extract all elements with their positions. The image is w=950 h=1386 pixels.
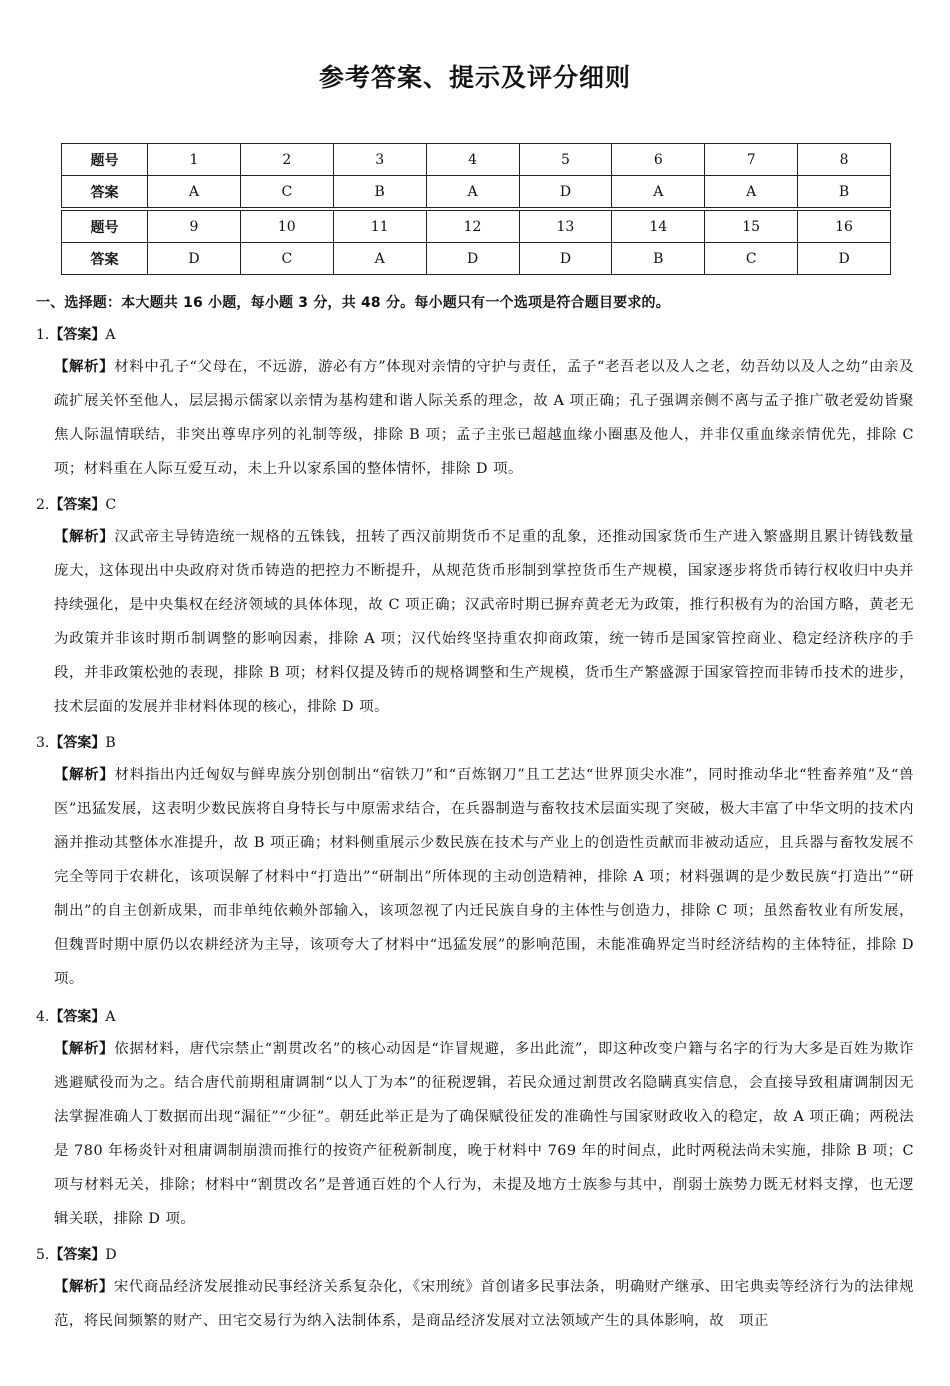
answer-cell: C: [240, 176, 333, 208]
explanation: [54, 1270, 914, 1338]
question-number: 6: [612, 144, 705, 176]
question-number: 3: [333, 144, 426, 176]
page-title: 参考答案、提示及评分细则: [318, 63, 631, 92]
answer-value: A: [105, 1009, 116, 1025]
answer-value: D: [105, 1247, 117, 1263]
question-block: [36, 490, 916, 724]
answer-line: [36, 320, 916, 350]
row-header: 题号: [62, 144, 148, 176]
answer-line: [36, 490, 916, 520]
question-number: 13: [519, 211, 612, 243]
question-number: 11: [333, 211, 426, 243]
question-number: 5.: [36, 1247, 50, 1263]
answer-cell: D: [519, 176, 612, 208]
answer-label: 【答案】: [49, 327, 106, 343]
table-row-numbers: [62, 211, 891, 243]
question-block: [36, 1002, 916, 1236]
answer-cell: B: [798, 176, 891, 208]
answer-cell: D: [426, 243, 519, 275]
answer-cell: C: [705, 243, 798, 275]
answer-value: C: [105, 497, 117, 513]
answer-cell: A: [426, 176, 519, 208]
question-block: [36, 728, 916, 996]
answer-table-2: [61, 210, 891, 275]
question-number: 7: [705, 144, 798, 176]
explanation-label: 【解析】: [54, 359, 115, 375]
explanation-text: 汉武帝主导铸造统一规格的五铢钱，扭转了西汉前期货币不足重的乱象，还推动国家货币生产进入繁盛期且累计铸钱数量庞大，这体现出中央政府对货币铸造的把控力不断提升，从规范货币形制到掌控货币生产规模，国家逐步将货币铸行权收归中央并持续强化，是中央集权在经济领域的具体体现，故 C 项正确；汉武帝时期已摒弃黄老无为政策，推行积极有为的治国方略，黄老无为政策并非该时期币制调整的影响因素，排除 A 项；汉代始终坚持重农抑商政策，统一铸币是国家管控商业、稳定经济秩序的手段，并非政策松弛的表现，排除 B 项；材料仅提及铸币的规格调整和生产规模，货币生产繁盛源于国家管控而非铸币技术的进步，技术层面的发展并非材料体现的核心，排除 D 项。: [54, 529, 914, 715]
question-number: 12: [426, 211, 519, 243]
question-number: 14: [612, 211, 705, 243]
answer-line: [36, 1240, 916, 1270]
answer-value: A: [105, 327, 116, 343]
question-number: 2.: [36, 497, 50, 513]
explanation-text: 材料中孔子“父母在，不远游，游必有方”体现对亲情的守护与责任，孟子“老吾老以及人之老，幼吾幼以及人之幼”由亲及疏扩展关怀至他人，层层揭示儒家以亲情为基构建和谐人际关系的理念，故 A 项正确；孔子强调亲侧不离与孟子推广敬老爱幼皆聚焦人际温情联结，非突出尊卑序列的礼制等级，排除 B 项；孟子主张已超越血缘小圈惠及他人，并非仅重血缘亲情优先，排除 C 项；材料重在人际互爱互动，未上升以家系国的整体情怀，排除 D 项。: [54, 359, 914, 477]
row-header: 答案: [62, 243, 148, 275]
answer-table-1: [61, 143, 891, 208]
answer-value: B: [105, 735, 116, 751]
explanation-text: 材料指出内迁匈奴与鲜卑族分别创制出“宿铁刀”和“百炼钢刀”且工艺达“世界顶尖水准”，同时推动华北“牲畜养殖”及“兽医”迅猛发展，这表明少数民族将自身特长与中原需求结合，在兵器制造与畜牧技术层面实现了突破，极大丰富了中华文明的技术内涵并推动其整体水准提升，故 B 项正确；材料侧重展示少数民族在技术与产业上的创造性贡献而非被动适应，且兵器与畜牧发展不完全等同于农耕化，该项误解了材料中“打造出”“研制出”所体现的主动创造精神，排除 A 项；材料强调的是少数民族“打造出”“研制出”的自主创新成果，而非单纯依赖外部输入，该项忽视了内迁民族自身的主体性与创造力，排除 C 项；虽然畜牧业有所发展，但魏晋时期中原仍以农耕经济为主导，该项夸大了材料中“迅猛发展”的影响范围，未能准确界定当时经济结构的主体特征，排除 D 项。: [54, 767, 914, 987]
question-number: 5: [519, 144, 612, 176]
explanation: [54, 1032, 914, 1236]
explanation: [54, 520, 914, 724]
answer-cell: B: [612, 243, 705, 275]
explanation-label: 【解析】: [54, 1279, 114, 1295]
answer-cell: A: [705, 176, 798, 208]
explanation-label: 【解析】: [54, 767, 115, 783]
answer-cell: A: [148, 176, 241, 208]
question-number: 3.: [36, 735, 50, 751]
answer-label: 【答案】: [49, 735, 106, 751]
explanation-label: 【解析】: [54, 1041, 115, 1057]
answer-cell: D: [798, 243, 891, 275]
question-number: 9: [148, 211, 241, 243]
question-number: 2: [240, 144, 333, 176]
answer-cell: B: [333, 176, 426, 208]
table-row-answers: [62, 243, 891, 275]
question-block: [36, 1240, 916, 1338]
answer-line: [36, 728, 916, 758]
question-number: 4.: [36, 1009, 50, 1025]
answer-label: 【答案】: [49, 497, 106, 513]
row-header: 答案: [62, 176, 148, 208]
answer-cell: D: [148, 243, 241, 275]
explanation-label: 【解析】: [54, 529, 115, 545]
answer-label: 【答案】: [49, 1009, 106, 1025]
answer-cell: C: [240, 243, 333, 275]
question-number: 10: [240, 211, 333, 243]
question-number: 1: [148, 144, 241, 176]
explanation-text: 宋代商品经济发展推动民事经济关系复杂化，《宋刑统》首创诸多民事法条，明确财产继承、田宅典卖等经济行为的法律规范，将民间频繁的财产、田宅交易行为纳入法制体系，是商品经济发展对立法领域产生的具体影响，故 项正: [54, 1279, 914, 1329]
section-heading: 一、选择题：本大题共 16 小题，每小题 3 分，共 48 分。每小题只有一个选项是符合题目要求的。: [36, 295, 670, 311]
answer-label: 【答案】: [49, 1247, 106, 1263]
answer-line: [36, 1002, 916, 1032]
answer-cell: A: [612, 176, 705, 208]
question-block: [36, 320, 916, 486]
answer-cell: A: [333, 243, 426, 275]
explanation: [54, 758, 914, 996]
explanation-text: 依据材料，唐代宗禁止“割贯改名”的核心动因是“诈冒规避，多出此流”，即这种改变户籍与名字的行为大多是百姓为欺诈逃避赋役而为之。结合唐代前期租庸调制“以人丁为本”的征税逻辑，若民众通过割贯改名隐瞒真实信息，会直接导致租庸调制因无法掌握准确人丁数据而出现“漏征”“少征”。朝廷此举正是为了确保赋役征发的准确性与国家财政收入的稳定，故 A 项正确；两税法是 780 年杨炎针对租庸调制崩溃而推行的按资产征税新制度，晚于材料中 769 年的时间点，此时两税法尚未实施，排除 B 项；C 项与材料无关，排除；材料中“割贯改名”是普通百姓的个人行为，未提及地方士族参与其中，削弱士族势力既无材料支撑，也无逻辑关联，排除 D 项。: [54, 1041, 914, 1227]
question-number: 1.: [36, 327, 50, 343]
answer-cell: D: [519, 243, 612, 275]
question-number: 4: [426, 144, 519, 176]
question-number: 8: [798, 144, 891, 176]
table-row-answers: [62, 176, 891, 208]
explanation: [54, 350, 914, 486]
table-row-numbers: [62, 144, 891, 176]
row-header: 题号: [62, 211, 148, 243]
question-number: 15: [705, 211, 798, 243]
question-number: 16: [798, 211, 891, 243]
